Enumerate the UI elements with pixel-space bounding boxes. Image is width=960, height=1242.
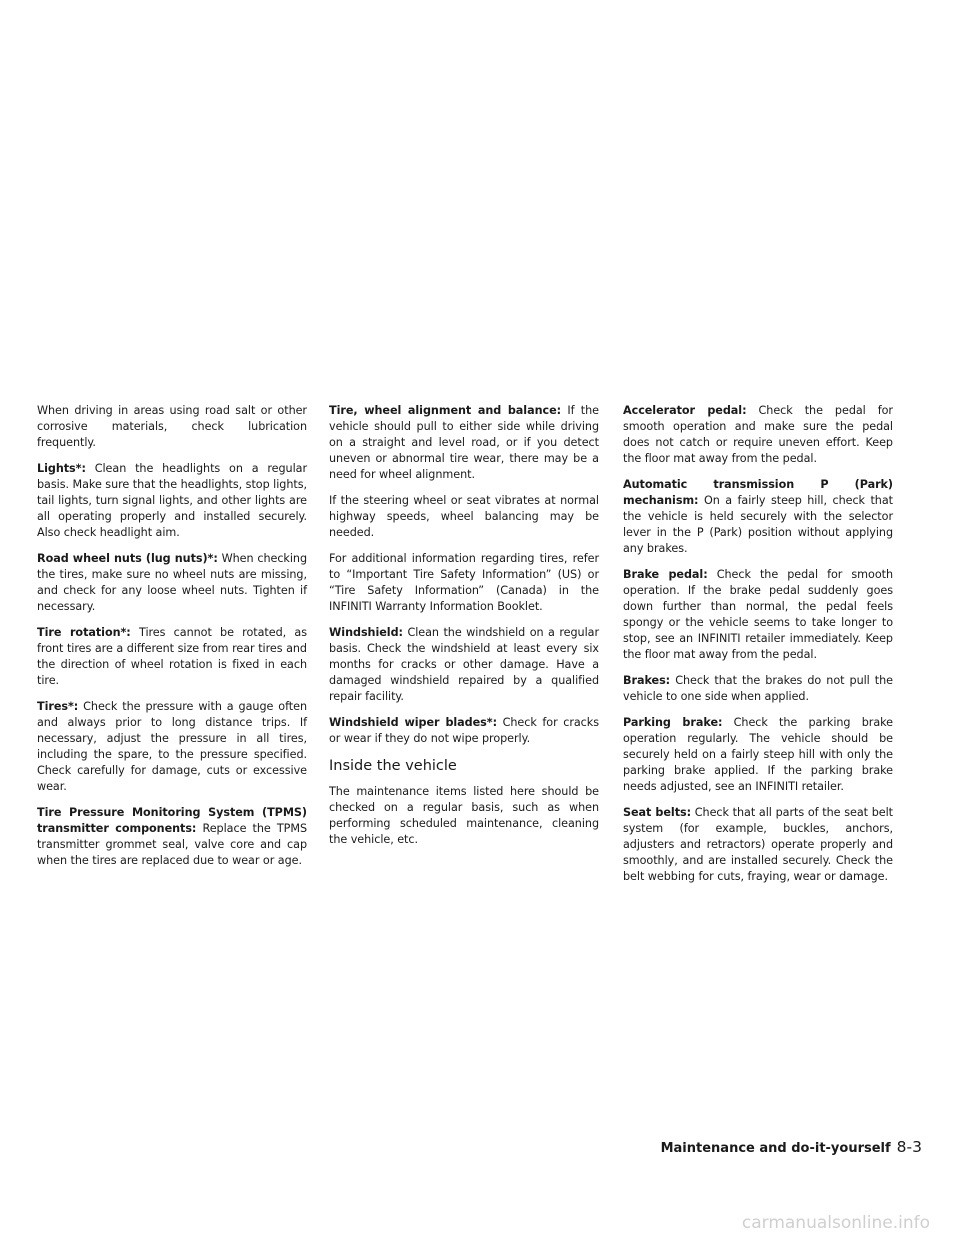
section-heading-inside-vehicle: Inside the vehicle [329, 758, 457, 774]
term-wiper-blades: Windshield wiper blades*: [329, 716, 498, 729]
term-tires: Tires*: [37, 700, 79, 713]
paragraph-lights: Lights*: Clean the headlights on a regular basis. Make sure that the headlights, stop lights, tail lights, turn signal lights, and other lights are all operating properly and installed securely. Also check headlight aim. [37, 462, 308, 539]
paragraph-brakes: Brakes: Check that the brakes do not pull the vehicle to one side when applied. [623, 674, 894, 703]
paragraph-parking-brake: Parking brake: Check the parking brake operation regularly. The vehicle should be securely held on a fairly steep hill with only the parking brake applied. If the parking brake needs adjusted, see an INFINITI retailer. [623, 716, 893, 793]
paragraph-lubrication: When driving in areas using road salt or other corrosive materials, check lubrication frequently. [37, 404, 307, 449]
term-windshield: Windshield: [329, 626, 403, 639]
term-brakes: Brakes: [623, 674, 671, 687]
watermark: carmanualsonline.info [741, 1213, 930, 1233]
term-seat-belts: Seat belts: [623, 806, 692, 819]
term-tpms: Tire Pressure Monitoring System (TPMS) transmitter components: [37, 806, 307, 835]
paragraph-alignment: Tire, wheel alignment and balance: If the vehicle should pull to either side while driving on a straight and level road, or if you detect uneven or abnormal tire wear, there may be a need for wheel alignment. [329, 404, 599, 481]
term-accelerator: Accelerator pedal: [623, 404, 747, 417]
term-lights: Lights*: [37, 462, 86, 475]
term-alignment: Tire, wheel alignment and balance: [329, 404, 562, 417]
paragraph-inside-vehicle-intro: The maintenance items listed here should be checked on a regular basis, such as when performing scheduled maintenance, cleaning the vehicle, etc. [329, 785, 599, 846]
paragraph-tire-info: For additional information regarding tires, refer to “Important Tire Safety Information” (US) or “Tire Safety Information” (Canada) in the INFINITI Warranty Information Booklet. [329, 552, 599, 613]
paragraph-tires: Tires*: Check the pressure with a gauge often and always prior to long distance trips. If necessary, adjust the pressure in all tires, including the spare, to the pressure specified. Check carefully for damage, cuts or excessive wear. [37, 700, 307, 793]
column-middle [329, 403, 599, 858]
term-road-wheel-nuts: Road wheel nuts (lug nuts)*: [37, 552, 218, 565]
paragraph-park-mechanism: Automatic transmission P (Park) mechanism: On a fairly steep hill, check that the vehicle is held securely with the selector lever in the P (Park) position without applying any brakes. [623, 478, 893, 555]
paragraph-seat-belts: Seat belts: Check that all parts of the seat belt system (for example, buckles, anchors, adjusters and retractors) operate properly and smoothly, and are installed securely. Check the belt webbing for cuts, fraying, wear or damage. [623, 806, 893, 883]
paragraph-road-wheel-nuts: Road wheel nuts (lug nuts)*: When checking the tires, make sure no wheel nuts are missing, and check for any loose wheel nuts. Tighten if necessary. [37, 552, 307, 613]
column-left [37, 403, 307, 879]
paragraph-balancing: If the steering wheel or seat vibrates at normal highway speeds, wheel balancing may be needed. [329, 494, 599, 539]
term-park-mechanism: Automatic transmission P (Park) mechanism: [623, 478, 893, 507]
footer-chapter-title: Maintenance and do-it-yourself [660, 1141, 891, 1156]
paragraph-brake-pedal: Brake pedal: Check the pedal for smooth operation. If the brake pedal suddenly goes down further than normal, the pedal feels spongy or the vehicle seems to take longer to stop, see an INFINITI retailer immediately. Keep the floor mat away from the pedal. [623, 568, 893, 661]
term-brake-pedal: Brake pedal: [623, 568, 708, 581]
paragraph-windshield: Windshield: Clean the windshield on a regular basis. Check the windshield at least every six months for cracks or other damage. Have a damaged windshield repaired by a qualified repair facility. [329, 626, 599, 703]
paragraph-tire-rotation: Tire rotation*: Tires cannot be rotated, as front tires are a different size from rear tires and the direction of wheel rotation is fixed in each tire. [37, 626, 307, 687]
term-tire-rotation: Tire rotation*: [37, 626, 131, 639]
page-number: 8-3 [896, 1138, 922, 1156]
term-parking-brake: Parking brake: [623, 716, 723, 729]
paragraph-accelerator: Accelerator pedal: Check the pedal for smooth operation and make sure the pedal does not catch or require uneven effort. Keep the floor mat away from the pedal. [623, 404, 893, 465]
page-footer [661, 1138, 922, 1158]
paragraph-wiper-blades: Windshield wiper blades*: Check for cracks or wear if they do not wipe properly. [329, 716, 599, 745]
paragraph-tpms: Tire Pressure Monitoring System (TPMS) transmitter components: Replace the TPMS transmitter grommet seal, valve core and cap when the tires are replaced due to wear or age. [37, 806, 307, 867]
column-right [623, 403, 893, 895]
